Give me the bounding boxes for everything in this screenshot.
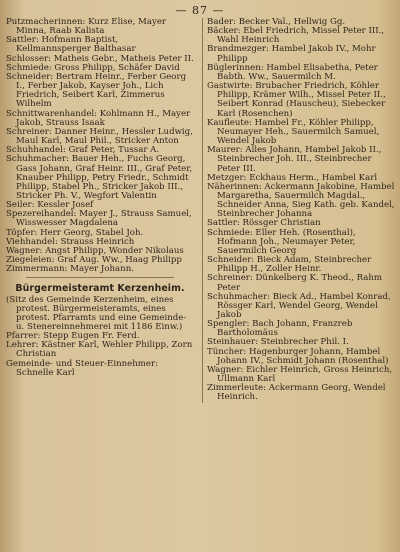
directory-entry: Sattler: Rössger Christian [207, 218, 321, 229]
directory-entry: Schreiner: Danner Heinr., Hessler Ludwig, Maul Karl, Maul Phil., Stricker Anton [6, 126, 193, 147]
directory-entry: Schmiede: Eller Heh. (Rosenthal), Hofmann Joh., Neumayer Peter, Sauermilch Georg [207, 227, 356, 256]
directory-entry: Schnittwarenhandel: Kohlmann H., Mayer Jakob, Strauss Isaak [6, 108, 191, 128]
directory-entry: Wagner: Angst Philipp, Wonder Nikolaus [6, 245, 184, 256]
directory-entry: Tüncher: Hagenburger Johann, Hambel Johann IV., Schmidt Johann (Rosenthal) [207, 346, 389, 366]
directory-entry: Schneider: Bertram Heinr., Ferber Georg I., Ferber Jakob, Kayser Joh., Lich Friedrich, Seibert Karl, Zimmerus Wilhelm [6, 71, 187, 110]
directory-entry: Bäcker: Ebel Friedrich, Missel Peter III., Wahl Heinrich [207, 26, 385, 46]
directory-entry: Schuhhandel: Graf Peter, Tussar A. [6, 145, 160, 156]
directory-entry: Spengler: Bach Johann, Franzreb Bartholomäus [207, 319, 353, 339]
directory-entry: Kaufleute: Hambel Fr., Köhler Philipp, Neumayer Heh., Sauermilch Samuel, Wendel Jakob [207, 117, 380, 147]
left-column [6, 18, 194, 378]
directory-entry: Zimmermann: Mayer Johann. [6, 264, 134, 275]
directory-entry: Sattler: Hofmann Baptist, Kellmannsperger Balthasar [6, 35, 136, 55]
directory-entry: Schmiede: Gross Philipp, Schäfer David [6, 62, 180, 73]
directory-entry: Schneider: Bieck Adam, Steinbrecher Philipp H., Zoller Heinr. [207, 255, 372, 275]
directory-entry: Büglerinnen: Hambel Elisabetha, Peter Babth. Ww., Sauermilch M. [207, 62, 378, 82]
directory-entry: Viehhandel: Strauss Heinrich [6, 236, 135, 247]
section-heading: Bürgermeisteramt Kerzenheim. [15, 283, 185, 295]
directory-entry: Wagner: Eichler Heinrich, Gross Heinrich, Ullmann Karl [207, 364, 393, 385]
directory-entry: Ziegeleien: Graf Aug. Ww., Haag Philipp [6, 255, 182, 266]
directory-entry: Töpfer: Herr Georg, Stabel Joh. [6, 227, 144, 238]
directory-entry: Zimmerleute: Ackermann Georg, Wendel Heinrich. [207, 383, 386, 403]
section-entry: Pfarrer: Stepp Eugen Fr. Ferd. [6, 331, 140, 342]
section-entry: Gemeinde- und Steuer-Einnehmer: Schnelle Karl [6, 358, 159, 378]
directory-entry: Maurer: Alles Johann, Hambel Jakob II., Steinbrecher Joh. III., Steinbrecher Peter III. [207, 145, 382, 174]
directory-entry: Spezereihandel: Mayer J., Strauss Samuel, Wisswesser Magdalena [6, 209, 192, 229]
directory-entry: Putzmacherinnen: Kurz Elise, Mayer Minna, Raab Kalista [6, 17, 167, 37]
right-column [202, 18, 395, 403]
directory-entry: Bader: Becker Val., Hellwig Gg. [207, 17, 346, 27]
directory-entry: Brandmezger: Hambel Jakob IV., Mohr Philipp [207, 44, 376, 64]
section-divider [26, 277, 174, 278]
directory-entry: Schlosser: Matheis Gebr., Matheis Peter II. [6, 53, 194, 64]
section-entry: (Sitz des Gemeinde Kerzenheim, eines protest. Bürgermeisteramts, eines protest. Pfarramts und eine Gemeinde- u. Stenereinnehmerei mit 1186 Einw.) [6, 294, 187, 332]
directory-entry: Steinhauer: Steinbrecher Phil. I. [207, 337, 349, 348]
directory-entry: Näherinnen: Ackermann Jakobine, Hambel Margaretha, Sauermilch Magdal., Schneider Anna, Sieg Kath. geb. Kandel, Steinbrecher Johanna [207, 181, 395, 220]
page-number: — 87 — [175, 4, 225, 17]
directory-entry: Schuhmacher: Bauer Heh., Fuchs Georg, Gass Johann, Graf Heinr. III., Graf Peter, Knauber Philipp, Petry Friedr., Schmidt Philipp, Stabel Ph., Stricker Jakob III., Stricker Ph. V., Wegfort Valentin [6, 154, 193, 201]
directory-entry: Gastwirte: Brubacher Friedrich, Köhler Philipp, Krämer Wilh., Missel Peter II., Seibert Konrad (Hauscheu), Siebecker Karl (Rosenchen) [207, 81, 386, 119]
directory-entry: Schuhmacher: Bieck Ad., Hambel Konrad, Rössger Karl, Wendel Georg, Wendel Jakob [207, 291, 391, 320]
directory-entry: Seiler: Kessler Josef [6, 200, 94, 211]
directory-entry: Metzger: Eckhaus Herm., Hambel Karl [207, 172, 378, 183]
directory-entry: Schreiner: Dünkelberg K. Theod., Rahm Peter [207, 273, 383, 293]
section-entry: Lehrer: Kästner Karl, Wehler Philipp, Zorn Christian [6, 340, 193, 360]
